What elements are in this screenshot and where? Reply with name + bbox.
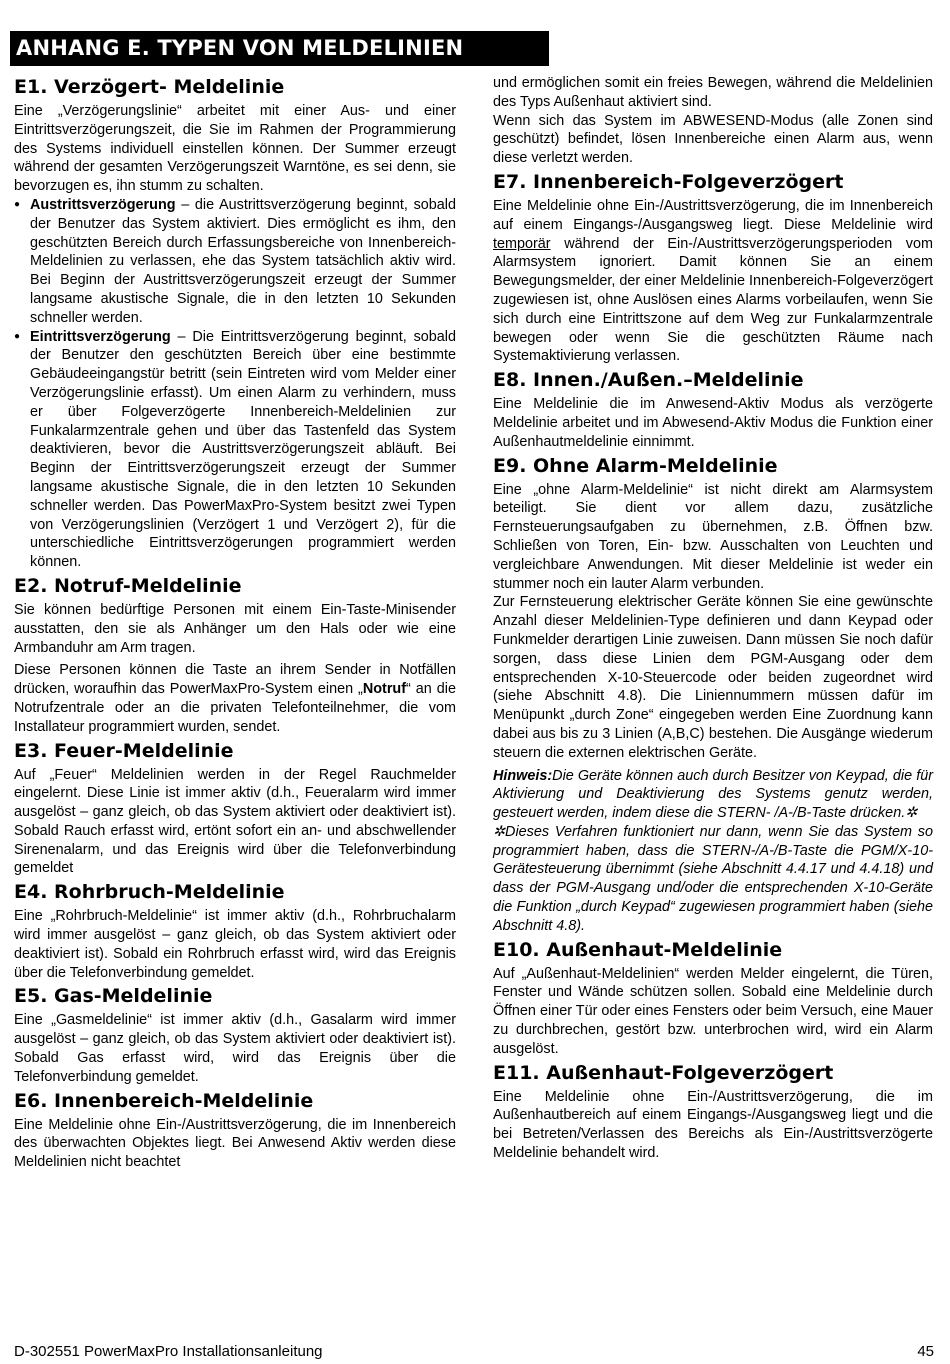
list-item xyxy=(14,328,456,572)
section-e1-heading: E1. Verzögert- Meldelinie xyxy=(14,76,285,98)
section-e8-paragraph: Eine Meldelinie die im Anwesend-Aktiv Modus als verzögerte Meldelinie arbeitet und im Abwesend-Aktiv Modus die Funktion einer Außenhautmeldelinie einnimmt. xyxy=(493,396,933,450)
section-e6-continued: und ermöglichen somit ein freies Bewegen, während die Meldelinien des Typs Außenhaut aktiviert sind. xyxy=(493,75,933,110)
section-e9-paragraph: Eine „ohne Alarm-Meldelinie“ ist nicht direkt am Alarmsystem beteiligt. Sie dient vor allem dazu, zusätzliche Fernsteuerungsaufgaben zu übernehmen, z.B. Öffnen bzw. Schließen von Toren, Ein- bzw. Ausschalten von Leuchten und vergleichbare Anwendungen. Mit dieser Meldelinie ist weder ein stummer noch ein lauter Alarm verbunden. xyxy=(493,481,933,592)
section-e6-heading: E6. Innenbereich-Meldelinie xyxy=(14,1089,314,1112)
section-e5-heading: E5. Gas-Meldelinie xyxy=(14,985,213,1008)
term-entry-delay: Eintrittsverzögerung xyxy=(30,328,171,345)
section-e6-paragraph: Wenn sich das System im ABWESEND-Modus (alle Zonen sind geschützt) befindet, lösen Innenbereiche einen Alarm aus, wenn diese verletzt werden. xyxy=(493,112,933,167)
section-e4-heading: E4. Rohrbruch-Meldelinie xyxy=(14,881,285,904)
section-e2-paragraph: Sie können bedürftige Personen mit einem Ein-Taste-Minisender ausstatten, den sie als Anhänger um den Hals oder wie eine Armbanduhr am Arm tragen. xyxy=(14,601,456,656)
section-e9-note xyxy=(493,767,933,823)
section-e9-footnote: ✲Dieses Verfahren funktioniert nur dann, wenn Sie das System so programmiert haben, dass die STERN-/A-/B-Taste die PGM/X-10-Gerätesteuerung übernimmt (siehe Abschnitt 4.4.17 und 4.4.18) und dass der PGM-Ausgang und/oder die entsprechenden X-10-Geräte die Funktion „durch Keypad“ zugewiesen programmiert haben (siehe Abschnitt 4.8). xyxy=(493,823,933,934)
term-exit-delay: Austrittsverzögerung xyxy=(30,196,176,213)
section-e5-paragraph: Eine „Gasmeldelinie“ ist immer aktiv (d.h., Gasalarm wird immer ausgelöst – ganz gleich, ob das System aktiviert oder deaktiviert ist). Sobald Gas erfasst wird, wird das Ereignis über die Telefonverbindung gemeldet. xyxy=(14,1012,456,1085)
section-e11-paragraph: Eine Meldelinie ohne Ein-/Austrittsverzögerung, die im Außenhautbereich auf einem Eingangs-/Ausgangsweg liegt und die bei Betreten/Verlassen des Bereichs als Ein-/Austrittsverzögerte Meldelinie behandelt wird. xyxy=(493,1088,933,1162)
right-column xyxy=(493,74,933,1163)
note-text: Die Geräte können auch durch Besitzer von Keypad, die für Aktivierung und Deaktivierung des Systems genutz werden, gesteuert werden, indem diese die STERN- /A-/B-Taste drücken.✲ xyxy=(493,767,933,822)
section-e1-intro: Eine „Verzögerungslinie“ arbeitet mit einer Aus- und einer Eintrittsverzögerungszeit, die Sie im Rahmen der Programmierung des Systems individuell einstellen können. Der Summer erzeugt während der gesamten Verzögerungszeit Warntöne, es sei denn, sie bevorzugen es, ihn stumm zu schalten. xyxy=(14,103,456,195)
entry-delay-text: – Die Eintrittsverzögerung beginnt, sobald der Benutzer den geschützten Bereich über eine bestimmte Gebäudeeingangstür betritt (sein Eintreten wird vom Melder einer Verzögerungslinie erfasst). Um einen Alarm zu verhindern, muss er über Folgeverzögerte Innenbereich-Meldelinien zur Funkalarmzentrale gehen und über das Tastenfeld das System deaktivieren, bevor die Austrittsverzögerungszeit abläuft. Bei Beginn der Eintrittsverzögerungszeit erzeugt der Summer langsame akustische Signale, die in den letzten 10 Sekunden schneller werden. Das PowerMaxPro-System besitzt zwei Typen von Verzögerungslinien (Verzögert 1 und Verzögert 2), für die unterschiedliche Eintrittsverzögerungen programmiert werden können. xyxy=(30,328,456,571)
section-e9-paragraph: Zur Fernsteuerung elektrischer Geräte können Sie eine gewünschte Anzahl dieser Meldelinien-Type definieren und dann Keypad oder Funkmelder derartigen Linie zuweisen. Dann müssen Sie noch dafür sorgen, dass diese Linien dem PGM-Ausgang oder dem entsprechenden X-10-Steuercode oder beiden zugeordnet wird (siehe Abschnitt 4.8). Die Liniennummern müssen dafür im Menüpunkt „durch Zone“ eingegeben werden Eine Zuordnung kann dabei aus bis zu 3 Linien (A,B,C) bestehen. Die Ausgänge wiederum steuern die externen elektrischen Geräte. xyxy=(493,594,933,761)
list-item xyxy=(14,196,456,328)
temporary-term: temporär xyxy=(493,235,551,252)
section-e4-paragraph: Eine „Rohrbruch-Meldelinie“ ist immer aktiv (d.h., Rohrbruchalarm wird immer ausgelöst – ganz gleich, ob das System aktiviert oder deaktiviert ist). Sobald ein Rohrbruch erfasst wird, wird das Ereignis über die Telefonverbindung gemeldet. xyxy=(14,908,456,981)
delay-list xyxy=(14,196,456,572)
appendix-title: ANHANG E. TYPEN VON MELDELINIEN xyxy=(10,31,549,66)
section-e3-heading: E3. Feuer-Meldelinie xyxy=(14,739,234,762)
section-e2-heading: E2. Notruf-Meldelinie xyxy=(14,574,242,597)
section-e7-heading: E7. Innenbereich-Folgeverzögert xyxy=(493,170,844,193)
exit-delay-text: – die Austrittsverzögerung beginnt, sobald der Benutzer das System aktiviert. Dies ermöglicht es ihm, den geschützten Bereich durch Erfassungsbereiche von Innenbereich-Meldelinien zu verlassen, ehe das System tatsächlich aktiv wird. Bei Beginn der Austrittsverzögerungszeit erzeugt der Summer langsame akustische Signale, die in den letzten 10 Sekunden schneller werden. xyxy=(30,196,456,326)
section-e10-heading: E10. Außenhaut-Meldelinie xyxy=(493,938,783,961)
section-e11-heading: E11. Außenhaut-Folgeverzögert xyxy=(493,1061,834,1084)
emergency-term: Notruf xyxy=(362,681,407,698)
note-label: Hinweis: xyxy=(493,767,553,784)
section-e6-paragraph: Eine Meldelinie ohne Ein-/Austrittsverzögerung, die im Innenbereich des überwachten Objektes liegt. Bei Anwesend Aktiv werden diese Meldelinien nicht beachtet xyxy=(14,1116,456,1171)
section-e3-paragraph: Auf „Feuer“ Meldelinien werden in der Regel Rauchmelder eingelernt. Diese Linie ist immer aktiv (d.h., Feueralarm wird immer ausgelöst – ganz gleich, ob das System aktiviert oder deaktiviert ist). Sobald Rauch erfasst wird, ertönt sofort ein an- und abschwellender Sirenenalarm, und das Ereignis wird über die Telefonverbindung gemeldet xyxy=(14,766,456,877)
section-e10-paragraph: Auf „Außenhaut-Meldelinien“ werden Melder eingelernt, die Türen, Fenster und Wände schützen sollen. Sobald eine Meldelinie durch Öffnen einer Tür oder eines Fensters oder beim Versuch, eine Mauer zu durchbrechen, gestört bzw. unterbrochen wird, wird ein Alarm ausgelöst. xyxy=(493,965,933,1057)
section-e8-heading: E8. Innen./Außen.–Meldelinie xyxy=(493,369,804,392)
page-number: 45 xyxy=(917,1343,934,1360)
section-e2-paragraph: Diese Personen können die Taste an ihrem Sender in Notfällen drücken, woraufhin das PowerMaxPro-System einen „Notruf“ an die Notrufzentrale oder an die privaten Telefonteilnehmer, die vom Installateur programmiert wurden, sendet. xyxy=(14,662,456,735)
footer-document-title: D-302551 PowerMaxPro Installationsanleitung xyxy=(14,1343,323,1360)
left-column xyxy=(14,74,456,1172)
section-e9-heading: E9. Ohne Alarm-Meldelinie xyxy=(493,454,778,477)
section-e7-paragraph: Eine Meldelinie ohne Ein-/Austrittsverzögerung, die im Innenbereich auf einem Eingangs-/Ausgangsweg liegt. Diese Meldelinie wird temporär während der Ein-/Austrittsverzögerungsperioden vom Alarmsystem ignoriert. Damit können Sie an einem Bewegungsmelder, der einer Meldelinie Innenbereich-Folgeverzögert zugewiesen ist, ohne Auslösen eines Alarms vorbeilaufen, wenn Sie sich durch eine Eintrittszone auf dem Weg zur Funkalarmzentrale bewegen oder wenn Sie die geschützten Räume nach Systemaktivierung verlassen. xyxy=(493,197,933,365)
